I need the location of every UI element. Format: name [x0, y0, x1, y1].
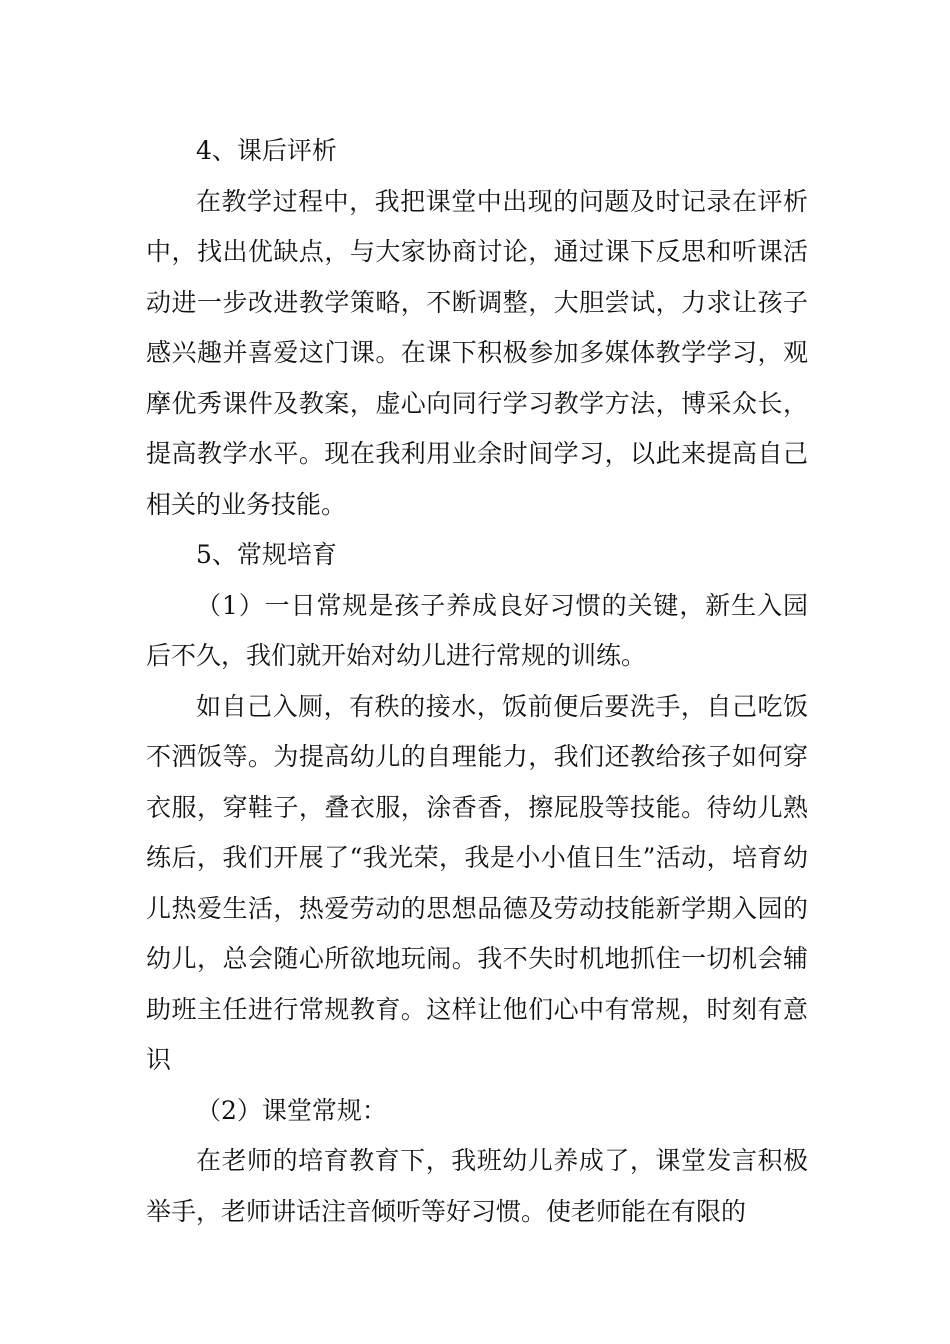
- paragraph-classroom-habits: 在老师的培育教育下，我班幼儿养成了，课堂发言积极举手，老师讲话注音倾听等好习惯。使老师能在有限的: [146, 1146, 808, 1226]
- paragraph-daily-routine: （1）一日常规是孩子养成良好习惯的关键，新生入园后不久，我们就开始对幼儿进行常规的训练。: [146, 590, 808, 670]
- section-heading-5: 5、常规培育: [196, 540, 337, 569]
- subheading-classroom-routine: （2）课堂常规：: [196, 1095, 387, 1125]
- paragraph-review: 在教学过程中，我把课堂中出现的问题及时记录在评析中，找出优缺点，与大家协商讨论，通过课下反思和听课活动进一步改进教学策略，不断调整，大胆尝试，力求让孩子感兴趣并喜爱这门课。在课下积极参加多媒体教学学习，观摩优秀课件及教案，虚心向同行学习教学方法，博采众长，提高教学水平。现在我利用业余时间学习，以此来提高自己相关的业务技能。: [146, 186, 808, 519]
- section-heading-4: 4、课后评析: [196, 136, 337, 165]
- paragraph-self-care: 如自己入厕，有秩的接水，饭前便后要洗手，自己吃饭不洒饭等。为提高幼儿的自理能力，我们还教给孩子如何穿衣服，穿鞋子，叠衣服，涂香香，擦屁股等技能。待幼儿熟练后，我们开展了“我光荣，我是小小值日生”活动，培育幼儿热爱生活，热爱劳动的思想品德及劳动技能新学期入园的幼儿，总会随心所欲地玩闹。我不失时机地抓住一切机会辅助班主任进行常规教育。这样让他们心中有常规，时刻有意识: [146, 691, 808, 1074]
- document-body: [146, 126, 808, 1237]
